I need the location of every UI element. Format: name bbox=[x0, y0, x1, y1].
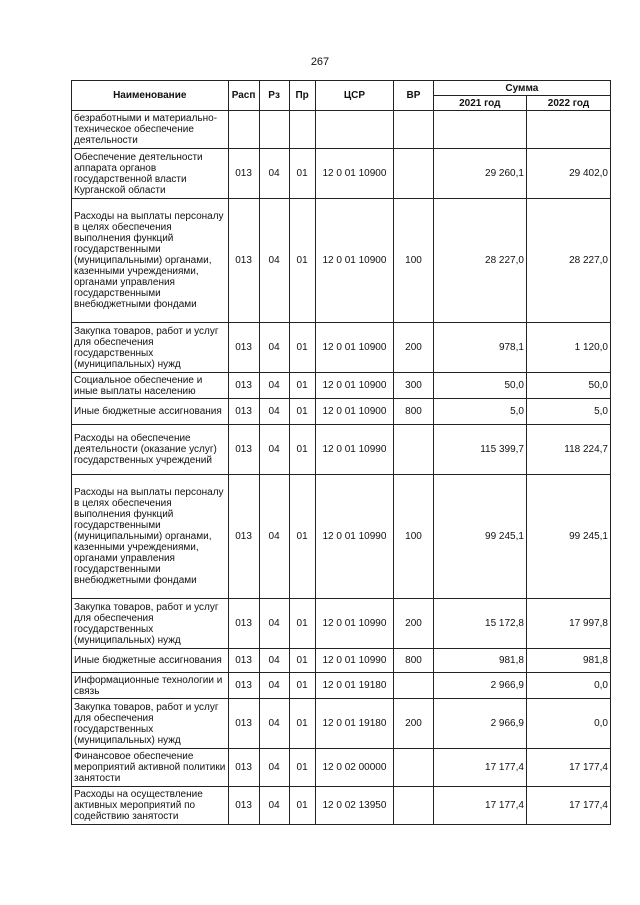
row-vr bbox=[394, 111, 433, 149]
row-2022: 118 224,7 bbox=[526, 425, 610, 475]
row-vr bbox=[394, 787, 433, 825]
row-2021: 50,0 bbox=[433, 373, 526, 399]
header-vr: ВР bbox=[394, 81, 433, 111]
row-name: Расходы на осуществление активных мероприятий по содействию занятости bbox=[72, 787, 229, 825]
header-year-2022: 2022 год bbox=[526, 96, 610, 111]
row-rz: 04 bbox=[259, 787, 289, 825]
table-row bbox=[72, 673, 611, 699]
row-name: Закупка товаров, работ и услуг для обеспечения государственных (муниципальных) нужд bbox=[72, 599, 229, 649]
row-pr: 01 bbox=[289, 323, 315, 373]
row-csr: 12 0 02 13950 bbox=[315, 787, 394, 825]
row-rasp: 013 bbox=[228, 399, 259, 425]
row-vr bbox=[394, 149, 433, 199]
page-number: 267 bbox=[310, 56, 330, 68]
row-rasp: 013 bbox=[228, 749, 259, 787]
row-pr: 01 bbox=[289, 649, 315, 673]
row-pr: 01 bbox=[289, 599, 315, 649]
row-rasp: 013 bbox=[228, 323, 259, 373]
table-row bbox=[72, 599, 611, 649]
row-2022: 17 177,4 bbox=[526, 787, 610, 825]
row-rz: 04 bbox=[259, 749, 289, 787]
table-row bbox=[72, 475, 611, 599]
row-rasp: 013 bbox=[228, 149, 259, 199]
row-2022: 0,0 bbox=[526, 673, 610, 699]
row-vr: 200 bbox=[394, 323, 433, 373]
row-csr: 12 0 01 10900 bbox=[315, 373, 394, 399]
table-row bbox=[72, 373, 611, 399]
row-csr: 12 0 01 10990 bbox=[315, 425, 394, 475]
row-pr: 01 bbox=[289, 475, 315, 599]
row-2021: 99 245,1 bbox=[433, 475, 526, 599]
row-rz: 04 bbox=[259, 323, 289, 373]
table-row bbox=[72, 323, 611, 373]
row-vr: 200 bbox=[394, 699, 433, 749]
row-name: Расходы на выплаты персоналу в целях обеспечения выполнения функций государственными (муниципальными) органами, казенными учреждениями, органами управления государственными внебюджетными фондами bbox=[72, 475, 229, 599]
row-pr bbox=[289, 111, 315, 149]
row-pr: 01 bbox=[289, 787, 315, 825]
header-csr: ЦСР bbox=[315, 81, 394, 111]
row-rz: 04 bbox=[259, 475, 289, 599]
row-2021: 28 227,0 bbox=[433, 199, 526, 323]
row-vr bbox=[394, 425, 433, 475]
row-2021: 17 177,4 bbox=[433, 749, 526, 787]
header-sum: Сумма bbox=[433, 81, 610, 96]
row-name: Финансовое обеспечение мероприятий активной политики занятости bbox=[72, 749, 229, 787]
row-2021 bbox=[433, 111, 526, 149]
row-vr: 800 bbox=[394, 649, 433, 673]
header-name: Наименование bbox=[72, 81, 229, 111]
row-csr bbox=[315, 111, 394, 149]
row-csr: 12 0 01 19180 bbox=[315, 699, 394, 749]
row-name: Иные бюджетные ассигнования bbox=[72, 649, 229, 673]
header-rasp: Расп bbox=[228, 81, 259, 111]
row-name: Информационные технологии и связь bbox=[72, 673, 229, 699]
row-2022 bbox=[526, 111, 610, 149]
row-pr: 01 bbox=[289, 399, 315, 425]
row-vr: 100 bbox=[394, 199, 433, 323]
table-row bbox=[72, 649, 611, 673]
row-pr: 01 bbox=[289, 425, 315, 475]
row-2022: 1 120,0 bbox=[526, 323, 610, 373]
row-vr: 800 bbox=[394, 399, 433, 425]
row-2022: 29 402,0 bbox=[526, 149, 610, 199]
row-csr: 12 0 01 10900 bbox=[315, 399, 394, 425]
row-2021: 981,8 bbox=[433, 649, 526, 673]
row-pr: 01 bbox=[289, 699, 315, 749]
row-rasp: 013 bbox=[228, 649, 259, 673]
row-name: безработными и материально-техническое обеспечение деятельности bbox=[72, 111, 229, 149]
row-rasp: 013 bbox=[228, 673, 259, 699]
row-2021: 15 172,8 bbox=[433, 599, 526, 649]
row-csr: 12 0 01 10990 bbox=[315, 649, 394, 673]
row-name: Расходы на обеспечение деятельности (оказание услуг) государственных учреждений bbox=[72, 425, 229, 475]
table-row bbox=[72, 749, 611, 787]
row-rz: 04 bbox=[259, 373, 289, 399]
row-2021: 17 177,4 bbox=[433, 787, 526, 825]
row-name: Обеспечение деятельности аппарата органов государственной власти Курганской области bbox=[72, 149, 229, 199]
row-rz: 04 bbox=[259, 599, 289, 649]
row-rz: 04 bbox=[259, 649, 289, 673]
row-pr: 01 bbox=[289, 373, 315, 399]
row-2022: 0,0 bbox=[526, 699, 610, 749]
row-rz: 04 bbox=[259, 699, 289, 749]
row-rasp: 013 bbox=[228, 373, 259, 399]
row-rasp bbox=[228, 111, 259, 149]
row-rz bbox=[259, 111, 289, 149]
table-row bbox=[72, 149, 611, 199]
row-2022: 5,0 bbox=[526, 399, 610, 425]
row-rz: 04 bbox=[259, 149, 289, 199]
row-rasp: 013 bbox=[228, 475, 259, 599]
row-vr: 200 bbox=[394, 599, 433, 649]
table-row bbox=[72, 399, 611, 425]
row-rasp: 013 bbox=[228, 699, 259, 749]
row-vr bbox=[394, 673, 433, 699]
row-pr: 01 bbox=[289, 749, 315, 787]
row-rasp: 013 bbox=[228, 425, 259, 475]
row-2022: 50,0 bbox=[526, 373, 610, 399]
row-2022: 981,8 bbox=[526, 649, 610, 673]
row-csr: 12 0 01 10900 bbox=[315, 199, 394, 323]
row-name: Закупка товаров, работ и услуг для обеспечения государственных (муниципальных) нужд bbox=[72, 699, 229, 749]
row-csr: 12 0 02 00000 bbox=[315, 749, 394, 787]
row-2022: 28 227,0 bbox=[526, 199, 610, 323]
table-row bbox=[72, 425, 611, 475]
row-vr: 100 bbox=[394, 475, 433, 599]
table-row bbox=[72, 699, 611, 749]
row-2022: 99 245,1 bbox=[526, 475, 610, 599]
row-2021: 5,0 bbox=[433, 399, 526, 425]
row-rz: 04 bbox=[259, 673, 289, 699]
row-csr: 12 0 01 10990 bbox=[315, 599, 394, 649]
row-csr: 12 0 01 10900 bbox=[315, 149, 394, 199]
row-vr bbox=[394, 749, 433, 787]
budget-table bbox=[71, 80, 611, 825]
row-csr: 12 0 01 10990 bbox=[315, 475, 394, 599]
row-name: Социальное обеспечение и иные выплаты населению bbox=[72, 373, 229, 399]
table-row bbox=[72, 111, 611, 149]
row-pr: 01 bbox=[289, 149, 315, 199]
row-2021: 978,1 bbox=[433, 323, 526, 373]
row-rasp: 013 bbox=[228, 199, 259, 323]
row-name: Иные бюджетные ассигнования bbox=[72, 399, 229, 425]
row-2021: 2 966,9 bbox=[433, 699, 526, 749]
row-rasp: 013 bbox=[228, 787, 259, 825]
row-rz: 04 bbox=[259, 399, 289, 425]
row-name: Закупка товаров, работ и услуг для обеспечения государственных (муниципальных) нужд bbox=[72, 323, 229, 373]
row-2021: 2 966,9 bbox=[433, 673, 526, 699]
row-2021: 29 260,1 bbox=[433, 149, 526, 199]
header-pr: Пр bbox=[289, 81, 315, 111]
row-rz: 04 bbox=[259, 425, 289, 475]
row-pr: 01 bbox=[289, 199, 315, 323]
row-pr: 01 bbox=[289, 673, 315, 699]
header-rz: Рз bbox=[259, 81, 289, 111]
row-vr: 300 bbox=[394, 373, 433, 399]
table-row bbox=[72, 787, 611, 825]
table-row bbox=[72, 199, 611, 323]
row-2022: 17 177,4 bbox=[526, 749, 610, 787]
row-name: Расходы на выплаты персоналу в целях обеспечения выполнения функций государственными (муниципальными) органами, казенными учреждениями, органами управления государственными внебюджетными фондами bbox=[72, 199, 229, 323]
row-csr: 12 0 01 19180 bbox=[315, 673, 394, 699]
header-year-2021: 2021 год bbox=[433, 96, 526, 111]
row-rasp: 013 bbox=[228, 599, 259, 649]
row-2022: 17 997,8 bbox=[526, 599, 610, 649]
row-2021: 115 399,7 bbox=[433, 425, 526, 475]
row-rz: 04 bbox=[259, 199, 289, 323]
row-csr: 12 0 01 10900 bbox=[315, 323, 394, 373]
